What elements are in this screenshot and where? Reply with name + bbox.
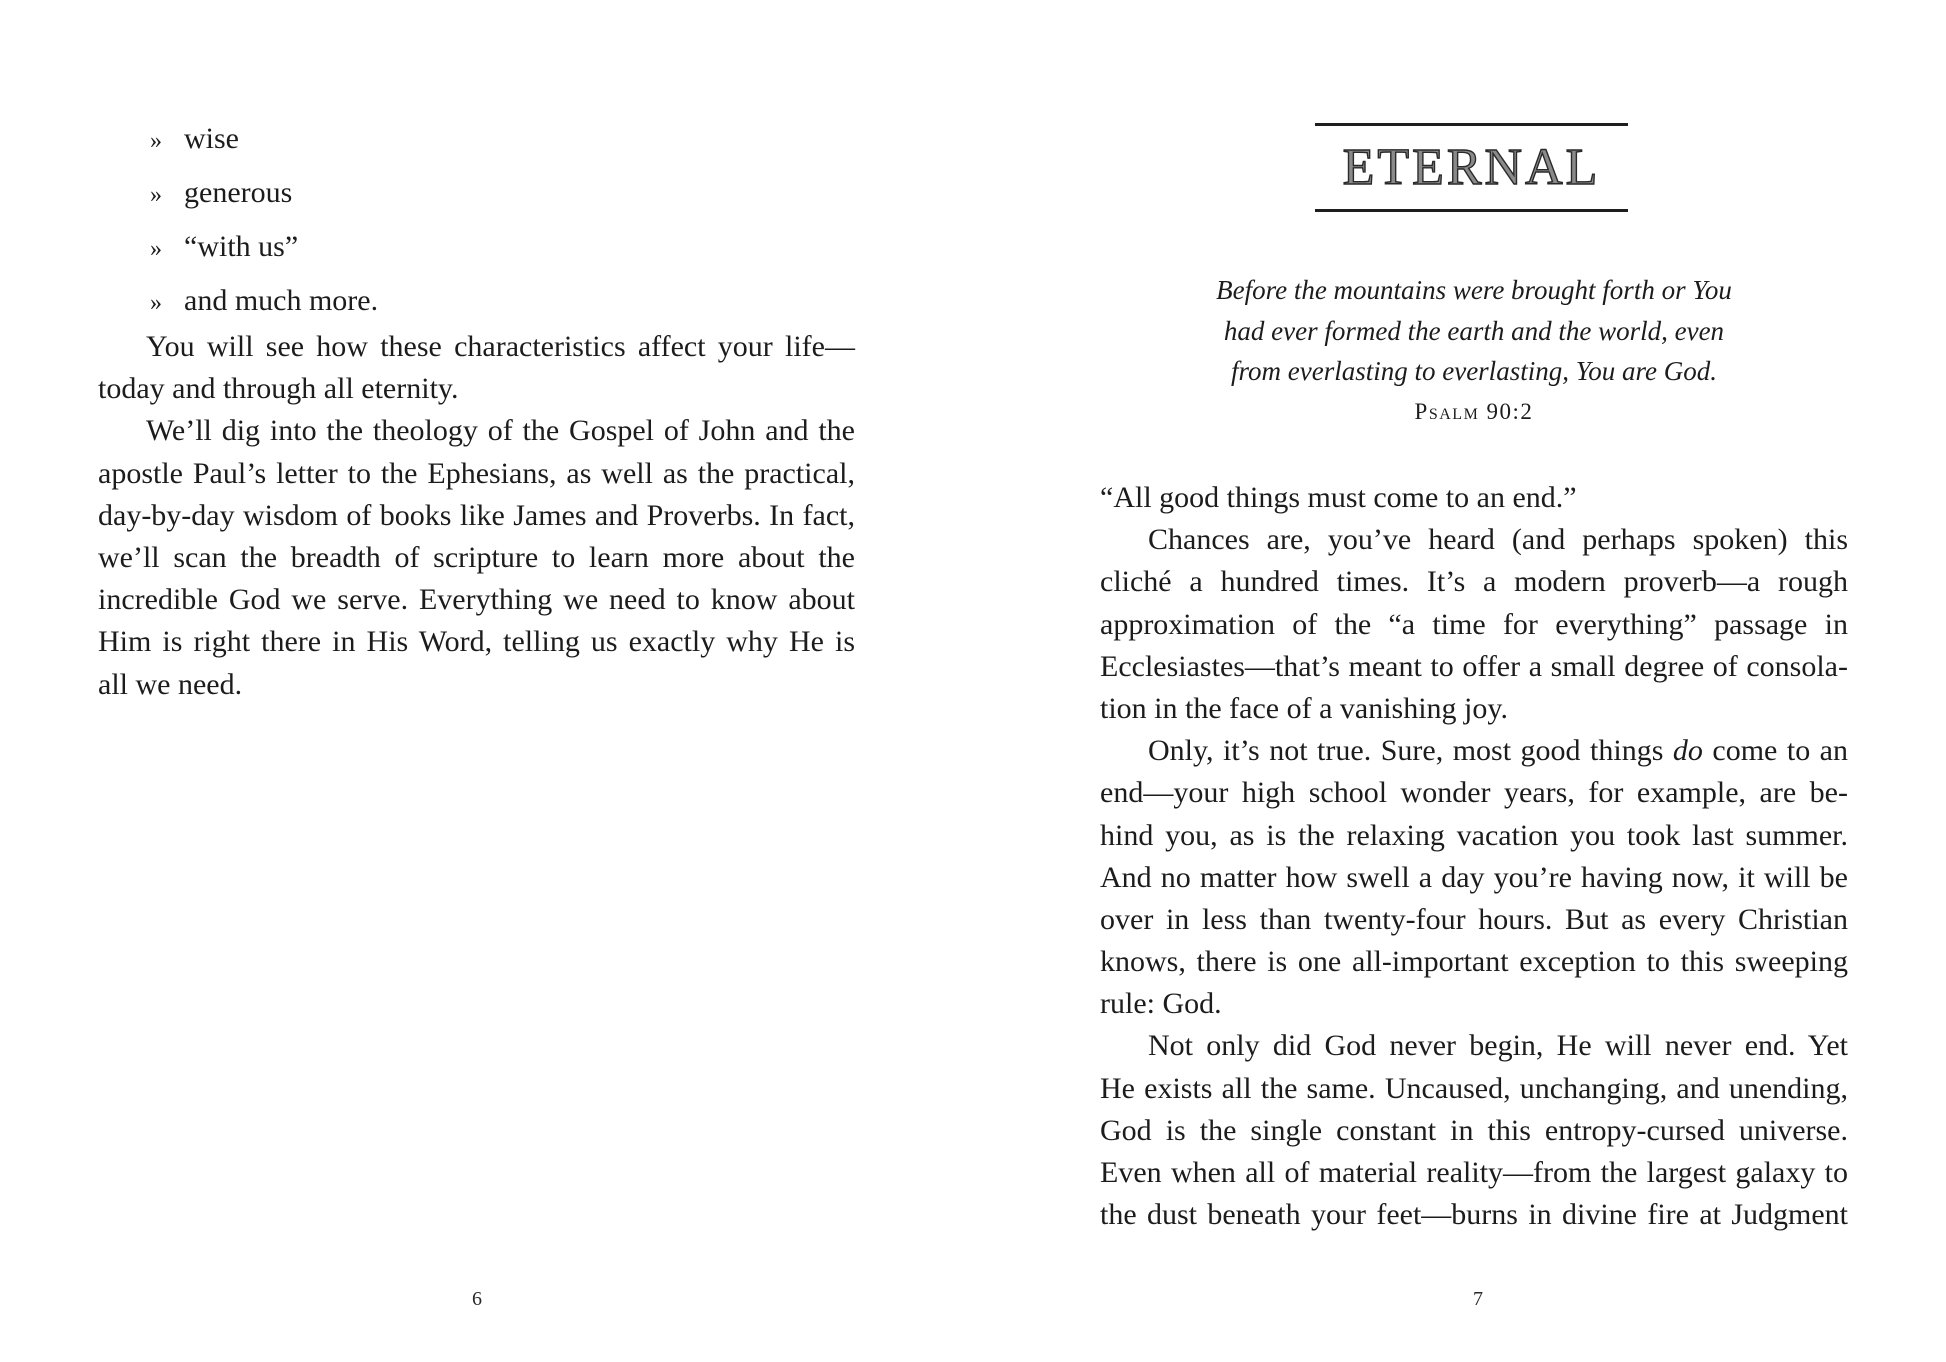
text-line: the dust beneath your feet—burns in divine fire at Judgment [1100, 1198, 1848, 1232]
bullet-item [150, 274, 378, 328]
text-line: And no matter how swell a day you’re having now, it will be [1100, 860, 1848, 894]
text-line: “All good things must come to an end.” [1100, 481, 1577, 514]
epigraph [1100, 270, 1848, 432]
double-chevron-bullet-icon: » [150, 182, 162, 208]
text-line: cliché a hundred times. It’s a modern proverb—a rough [1100, 565, 1848, 599]
bullet-item [150, 112, 378, 166]
text-line: end—your high school wonder years, for example, are be- [1100, 776, 1848, 810]
text-line: hind you, as is the relaxing vacation you took last summer. [1100, 818, 1848, 852]
text-line: apostle Paul’s letter to the Ephesians, as well as the practical, [98, 456, 855, 490]
chapter-title: ETERNAL [1342, 139, 1601, 196]
bullet-text: generous [184, 176, 293, 209]
double-chevron-bullet-icon: » [150, 236, 162, 262]
text-line: Chances are, you’ve heard (and perhaps spoken) this [1148, 523, 1848, 557]
bullet-text: and much more. [184, 284, 379, 317]
text-line: You will see how these characteristics affect your life— [146, 330, 855, 363]
epigraph-line: from everlasting to everlasting, You are God. [1231, 356, 1717, 386]
text-line: Ecclesiastes—that’s meant to offer a small degree of consola- [1100, 649, 1848, 683]
text-line: Even when all of material reality—from the largest galaxy to [1100, 1156, 1848, 1189]
text-line: today and through all eternity. [98, 372, 459, 406]
left-body-text [98, 326, 855, 706]
text-line: over in less than twenty-four hours. But as every Christian [1100, 902, 1848, 936]
scripture-reference: Psalm 90:2 [1414, 398, 1534, 424]
bottom-rule-divider [1315, 209, 1628, 212]
bullet-item [150, 220, 378, 274]
text-line: incredible God we serve. Everything we need to know about [98, 583, 855, 617]
text-line: Not only did God never begin, He will never end. Yet [1148, 1029, 1848, 1063]
text-run: come to an [1702, 734, 1849, 768]
chapter-heading [1315, 123, 1628, 212]
text-line: tion in the face of a vanishing joy. [1100, 691, 1508, 725]
bullet-text: “with us” [184, 230, 299, 263]
epigraph-line: had ever formed the earth and the world, even [1223, 315, 1725, 346]
page-number: 6 [472, 1288, 482, 1310]
text-line: day-by-day wisdom of books like James and Proverbs. In fact, [98, 498, 855, 532]
text-line: He exists all the same. Uncaused, unchanging, and unending, [1100, 1071, 1848, 1105]
page-number: 7 [1473, 1288, 1483, 1310]
text-line: all we need. [98, 667, 243, 701]
double-chevron-bullet-icon: » [150, 128, 162, 154]
text-line: Him is right there in His Word, telling us exactly why He is [98, 625, 855, 659]
text-line: God is the single constant in this entropy-cursed universe. [1100, 1113, 1848, 1147]
emphasis-text: do [1672, 734, 1703, 768]
text-run: Only, it’s not true. Sure, most good things [1148, 734, 1673, 768]
bullet-item [150, 166, 378, 220]
epigraph-line: Before the mountains were brought forth or You [1216, 275, 1732, 305]
text-line: approximation of the “a time for everything” passage in [1100, 607, 1848, 641]
text-line [1100, 730, 1848, 772]
right-page [973, 0, 1946, 1362]
right-body-text [1100, 477, 1848, 1236]
bullet-list [150, 112, 378, 328]
text-line: rule: God. [1100, 987, 1222, 1021]
double-chevron-bullet-icon: » [150, 290, 162, 316]
bullet-text: wise [184, 122, 239, 155]
text-line: we’ll scan the breadth of scripture to learn more about the [98, 540, 855, 574]
text-line: We’ll dig into the theology of the Gospel of John and the [146, 414, 855, 448]
text-line: knows, there is one all-important exception to this sweeping [1100, 945, 1848, 979]
